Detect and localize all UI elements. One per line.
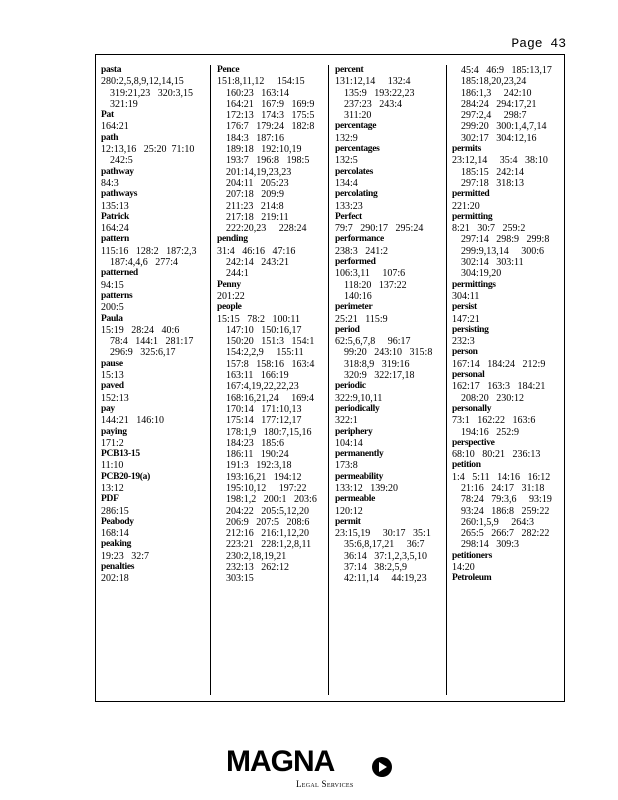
index-headword: paying <box>101 426 127 437</box>
index-locator: 172:13 174:3 175:5 <box>226 110 315 122</box>
index-headword: percentage <box>335 121 377 132</box>
index-locator: 222:20,23 228:24 <box>226 223 307 235</box>
index-locator: 186:11 190:24 <box>226 449 289 461</box>
index-headword: periphery <box>335 426 373 437</box>
index-locator: 162:17 163:3 184:21 <box>452 381 546 393</box>
index-locator: 19:23 32:7 <box>101 550 150 562</box>
index-locator: 318:8,9 319:16 <box>344 358 410 370</box>
index-locator: 217:18 219:11 <box>226 211 289 223</box>
index-locator: 230:2,18,19,21 <box>226 550 287 562</box>
index-locator: 184:23 185:6 <box>226 437 285 449</box>
index-locator: 73:1 162:22 163:6 <box>452 415 536 427</box>
index-locator: 120:12 <box>335 505 363 517</box>
index-locator: 163:11 166:19 <box>226 370 289 382</box>
index-locator: 36:14 37:1,2,3,5,10 <box>344 550 428 562</box>
index-locator: 204:11 205:23 <box>226 177 289 189</box>
index-locator: 37:14 38:2,5,9 <box>344 562 408 574</box>
index-locator: 186:1,3 242:10 <box>461 87 532 99</box>
index-locator: 168:14 <box>101 528 129 540</box>
index-locator: 207:18 209:9 <box>226 189 285 201</box>
index-locator: 104:14 <box>335 437 363 449</box>
index-locator: 298:14 309:3 <box>461 539 520 551</box>
index-locator: 115:16 128:2 187:2,3 <box>101 245 197 257</box>
index-locator: 133:23 <box>335 200 363 212</box>
index-locator: 168:16,21,24 169:4 <box>226 392 315 404</box>
index-locator: 132:5 <box>335 155 358 167</box>
index-locator: 45:4 46:9 185:13,17 <box>461 65 552 76</box>
index-locator: 167:4,19,22,22,23 <box>226 381 299 393</box>
magna-logo <box>226 745 396 791</box>
index-locator: 302:14 303:11 <box>461 257 524 269</box>
index-locator: 260:1,5,9 264:3 <box>461 516 535 528</box>
index-headword: performance <box>335 234 384 245</box>
index-locator: 15:15 78:2 100:11 <box>217 313 300 325</box>
index-headword: Pat <box>101 110 114 121</box>
index-headword: periodically <box>335 403 380 414</box>
index-headword: personally <box>452 403 492 414</box>
index-headword: PCB20-19(a) <box>101 471 150 482</box>
index-locator: 242:14 243:21 <box>226 257 290 269</box>
index-locator: 11:10 <box>101 460 124 472</box>
index-locator: 193:16,21 194:12 <box>226 471 302 483</box>
index-headword: percolates <box>335 166 373 177</box>
index-locator: 319:21,23 320:3,15 <box>110 87 194 99</box>
index-headword: permeable <box>335 494 376 505</box>
index-locator: 42:11,14 44:19,23 <box>344 573 427 585</box>
index-locator: 164:21 <box>101 121 129 133</box>
index-column-4 <box>452 65 552 585</box>
index-locator: 237:23 243:4 <box>344 98 403 110</box>
index-headword: peaking <box>101 539 132 550</box>
index-headword: pasta <box>101 65 122 75</box>
index-locator: 299:9,13,14 300:6 <box>461 245 545 257</box>
index-headword: persisting <box>452 324 489 335</box>
index-locator: 322:1 <box>335 415 358 427</box>
index-headword: PCB13-15 <box>101 449 140 460</box>
index-locator: 200:5 <box>101 302 124 314</box>
index-headword: pause <box>101 358 123 369</box>
index-locator: 79:7 290:17 295:24 <box>335 223 424 235</box>
index-headword: pending <box>217 234 248 245</box>
index-locator: 223:21 228:1,2,8,11 <box>226 539 312 551</box>
index-locator: 242:5 <box>110 155 133 167</box>
index-headword: pay <box>101 403 115 414</box>
arrow-circle-icon <box>372 757 392 777</box>
index-headword: pathway <box>101 166 134 177</box>
index-locator: 157:8 158:16 163:4 <box>226 358 315 370</box>
index-locator: 23:12,14 35:4 38:10 <box>452 155 548 167</box>
index-locator: 15:19 28:24 40:6 <box>101 324 180 336</box>
index-locator: 322:9,10,11 <box>335 392 383 404</box>
index-locator: 154:2,2,9 155:11 <box>226 347 304 359</box>
index-locator: 171:2 <box>101 437 124 449</box>
index-locator: 280:2,5,8,9,12,14,15 <box>101 76 184 88</box>
index-headword: periodic <box>335 381 366 392</box>
index-locator: 135:9 193:22,23 <box>344 87 415 99</box>
index-locator: 202:18 <box>101 573 129 585</box>
index-headword: Peabody <box>101 516 134 527</box>
index-locator: 151:8,11,12 154:15 <box>217 76 305 88</box>
index-headword: penalties <box>101 562 135 573</box>
index-locator: 176:7 179:24 182:8 <box>226 121 315 133</box>
logo-subtitle: Legal Services <box>296 779 354 789</box>
index-locator: 15:13 <box>101 370 124 382</box>
index-locator: 23:15,19 30:17 35:1 <box>335 528 431 540</box>
index-locator: 194:16 252:9 <box>461 426 520 438</box>
index-headword: Perfect <box>335 211 362 222</box>
index-locator: 84:3 <box>101 177 119 189</box>
index-locator: 68:10 80:21 236:13 <box>452 449 541 461</box>
index-locator: 304:11 <box>452 290 480 302</box>
index-headword: personal <box>452 370 485 381</box>
index-headword: Pence <box>217 65 240 75</box>
index-locator: 170:14 171:10,13 <box>226 403 302 415</box>
index-headword: permitting <box>452 211 493 222</box>
index-locator: 244:1 <box>226 268 249 280</box>
index-locator: 147:10 150:16,17 <box>226 324 302 336</box>
index-locator: 286:15 <box>101 505 129 517</box>
index-headword: Patrick <box>101 211 129 222</box>
index-frame <box>95 54 565 702</box>
index-locator: 135:13 <box>101 200 129 212</box>
index-locator: 35:6,8,17,21 36:7 <box>344 539 425 551</box>
index-headword: percentages <box>335 144 380 155</box>
index-locator: 208:20 230:12 <box>461 392 525 404</box>
index-locator: 304:19,20 <box>461 268 502 280</box>
index-headword: percent <box>335 65 364 75</box>
index-locator: 204:22 205:5,12,20 <box>226 505 310 517</box>
index-locator: 93:24 186:8 259:22 <box>461 505 550 517</box>
index-headword: percolating <box>335 189 378 200</box>
index-locator: 160:23 163:14 <box>226 87 290 99</box>
index-locator: 133:12 139:20 <box>335 482 399 494</box>
index-locator: 12:13,16 25:20 71:10 <box>101 144 195 156</box>
index-headword: performed <box>335 257 376 268</box>
index-locator: 284:24 294:17,21 <box>461 98 537 110</box>
index-locator: 297:14 298:9 299:8 <box>461 234 550 246</box>
index-headword: PDF <box>101 494 119 505</box>
index-headword: paved <box>101 381 124 392</box>
index-column-2 <box>217 65 317 585</box>
index-locator: 201:22 <box>217 290 245 302</box>
index-locator: 31:4 46:16 47:16 <box>217 245 296 257</box>
index-locator: 164:24 <box>101 223 129 235</box>
index-locator: 13:12 <box>101 482 124 494</box>
index-locator: 212:16 216:1,12,20 <box>226 528 310 540</box>
index-locator: 175:14 177:12,17 <box>226 415 302 427</box>
index-locator: 198:1,2 200:1 203:6 <box>226 494 317 506</box>
index-headword: permitted <box>452 189 490 200</box>
index-headword: patterns <box>101 290 133 301</box>
index-headword: petition <box>452 460 481 471</box>
index-headword: period <box>335 324 360 335</box>
index-headword: permits <box>452 144 482 155</box>
index-locator: 189:18 192:10,19 <box>226 144 302 156</box>
index-locator: 106:3,11 107:6 <box>335 268 406 280</box>
index-headword: Paula <box>101 313 123 324</box>
index-headword: permeability <box>335 471 384 482</box>
index-locator: 78:24 79:3,6 93:19 <box>461 494 552 506</box>
index-headword: people <box>217 302 242 313</box>
index-locator: 206:9 207:5 208:6 <box>226 516 310 528</box>
index-locator: 99:20 243:10 315:8 <box>344 347 433 359</box>
index-locator: 187:4,4,6 277:4 <box>110 257 179 269</box>
logo-wordmark: MAGNA <box>226 745 335 778</box>
index-headword: permittings <box>452 279 496 290</box>
index-locator: 195:10,12 197:22 <box>226 482 307 494</box>
index-locator: 238:3 241:2 <box>335 245 389 257</box>
index-locator: 320:9 322:17,18 <box>344 370 415 382</box>
index-headword: path <box>101 132 119 143</box>
index-locator: 232:13 262:12 <box>226 562 290 574</box>
index-locator: 134:4 <box>335 177 358 189</box>
index-locator: 201:14,19,23,23 <box>226 166 292 178</box>
index-locator: 1:4 5:11 14:16 16:12 <box>452 471 551 483</box>
index-headword: perimeter <box>335 302 373 313</box>
index-locator: 311:20 <box>344 110 372 122</box>
index-locator: 302:17 304:12,16 <box>461 132 537 144</box>
index-locator: 118:20 137:22 <box>344 279 407 291</box>
index-locator: 297:2,4 298:7 <box>461 110 527 122</box>
index-locator: 232:3 <box>452 336 475 348</box>
index-locator: 140:16 <box>344 290 372 302</box>
index-locator: 131:12,14 132:4 <box>335 76 411 88</box>
index-locator: 25:21 115:9 <box>335 313 388 325</box>
index-headword: petitioners <box>452 550 492 561</box>
index-headword: pathways <box>101 189 138 200</box>
index-headword: pattern <box>101 234 129 245</box>
index-locator: 321:19 <box>110 98 138 110</box>
index-locator: 14:20 <box>452 562 475 574</box>
column-divider <box>328 65 329 695</box>
index-headword: permanently <box>335 449 384 460</box>
index-locator: 185:18,20,23,24 <box>461 76 527 88</box>
index-locator: 132:9 <box>335 132 358 144</box>
index-locator: 297:18 318:13 <box>461 177 525 189</box>
index-locator: 178:1,9 180:7,15,16 <box>226 426 312 438</box>
page-number: Page 43 <box>511 36 566 51</box>
index-headword: patterned <box>101 268 138 279</box>
index-locator: 185:15 242:14 <box>461 166 525 178</box>
index-locator: 221:20 <box>452 200 480 212</box>
index-locator: 265:5 266:7 282:22 <box>461 528 550 540</box>
index-locator: 152:13 <box>101 392 129 404</box>
index-locator: 94:15 <box>101 279 124 291</box>
index-locator: 173:8 <box>335 460 358 472</box>
column-divider <box>446 65 447 695</box>
index-headword: permit <box>335 516 361 527</box>
index-headword: Penny <box>217 279 241 290</box>
index-locator: 62:5,6,7,8 96:17 <box>335 336 411 348</box>
index-locator: 78:4 144:1 281:17 <box>110 336 194 348</box>
index-column-1 <box>101 65 196 585</box>
index-locator: 299:20 300:1,4,7,14 <box>461 121 547 133</box>
index-locator: 211:23 214:8 <box>226 200 284 212</box>
index-locator: 191:3 192:3,18 <box>226 460 292 472</box>
index-locator: 184:3 187:16 <box>226 132 285 144</box>
index-headword: person <box>452 347 478 358</box>
index-locator: 8:21 30:7 259:2 <box>452 223 526 235</box>
index-locator: 147:21 <box>452 313 480 325</box>
index-locator: 193:7 196:8 198:5 <box>226 155 310 167</box>
index-headword: Petroleum <box>452 573 492 584</box>
column-divider <box>210 65 211 695</box>
index-locator: 296:9 325:6,17 <box>110 347 176 359</box>
index-column-3 <box>335 65 432 585</box>
index-locator: 144:21 146:10 <box>101 415 165 427</box>
index-locator: 303:15 <box>226 573 254 585</box>
index-locator: 167:14 184:24 212:9 <box>452 358 546 370</box>
index-headword: perspective <box>452 437 495 448</box>
index-locator: 150:20 151:3 154:1 <box>226 336 315 348</box>
index-locator: 164:21 167:9 169:9 <box>226 98 315 110</box>
index-locator: 21:16 24:17 31:18 <box>461 482 545 494</box>
index-headword: persist <box>452 302 477 313</box>
